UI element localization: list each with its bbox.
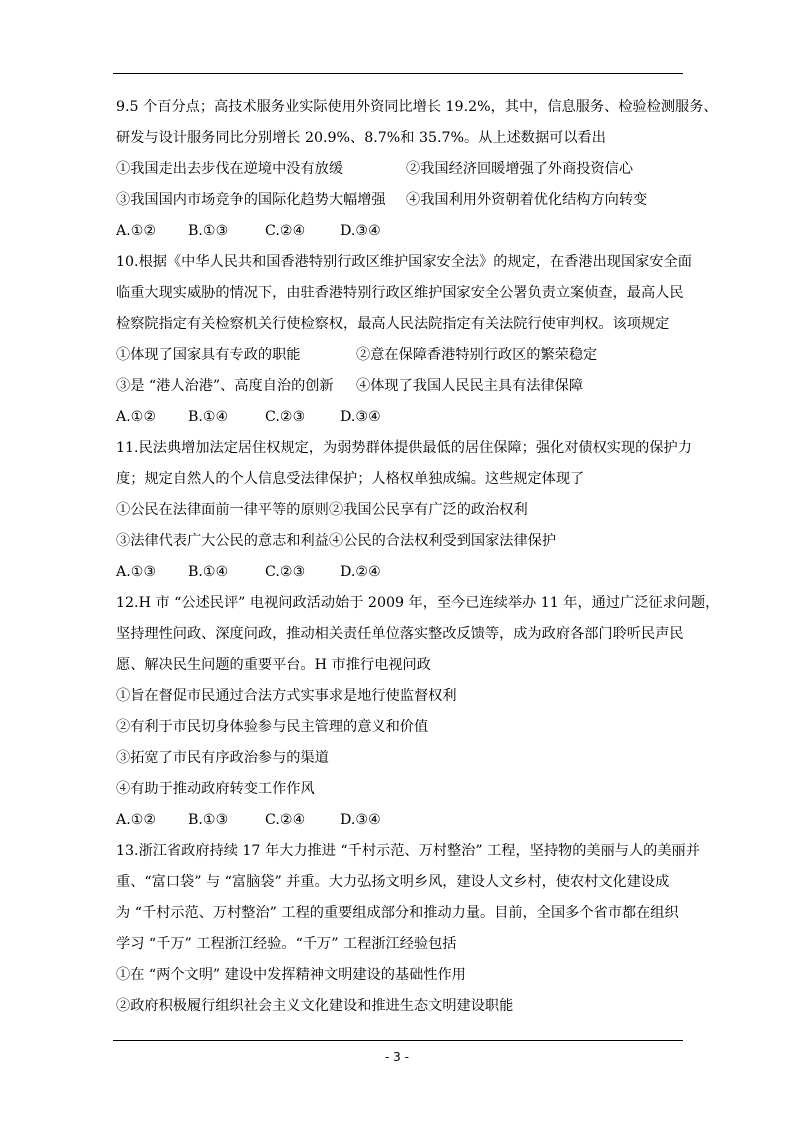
statement-item: ①体现了国家具有专政的职能 bbox=[116, 347, 301, 363]
text-line: 临重大现实威胁的情况下，由驻香港特别行政区维护国家安全公署负责立案侦查，最高人民 bbox=[116, 285, 684, 301]
answer-option: A.①② bbox=[116, 223, 157, 239]
answer-option: A.①③ bbox=[116, 564, 157, 580]
statement-row bbox=[116, 154, 686, 185]
statement-item: ③我国国内市场竞争的国际化趋势大幅增强 bbox=[116, 192, 386, 208]
text-line: 学习 “千万” 工程浙江经验。“千万” 工程浙江经验包括 bbox=[116, 936, 457, 952]
answer-option: C.②④ bbox=[265, 812, 306, 828]
answer-option: D.②④ bbox=[340, 564, 381, 580]
text-line: ④有助于推动政府转变工作作风 bbox=[116, 781, 315, 797]
answer-option: D.③④ bbox=[340, 812, 381, 828]
answer-options bbox=[116, 557, 686, 588]
text-line: ③拓宽了市民有序政治参与的渠道 bbox=[116, 750, 329, 766]
text-line: ①在 “两个文明” 建设中发挥精神文明建设的基础性作用 bbox=[116, 967, 466, 983]
text-line: 9.5 个百分点；高技术服务业实际使用外资同比增长 19.2%，其中，信息服务、检验检测服务、 bbox=[116, 99, 718, 115]
text-line: ①旨在督促市民通过合法方式实事求是地行使监督权利 bbox=[116, 688, 457, 704]
text-line: 愿、解决民生问题的重要平台。H 市推行电视问政 bbox=[116, 657, 431, 673]
statement-item: ④公民的合法权利受到国家法律保护 bbox=[329, 533, 557, 549]
text-line: 坚持理性问政、深度问政，推动相关责任单位落实整改反馈等，成为政府各部门聆听民声民 bbox=[116, 626, 684, 642]
answer-option: D.③④ bbox=[340, 223, 381, 239]
text-line: 检察院指定有关检察机关行使检察权，最高人民法院指定有关法院行使审判权。该项规定 bbox=[116, 316, 670, 332]
text-line: 重、“富口袋” 与 “富脑袋” 并重。大力弘扬文明乡风，建设人文乡村，使农村文化建设成 bbox=[116, 874, 670, 890]
statement-row bbox=[116, 185, 686, 216]
statement-item: ②我国经济回暖增强了外商投资信心 bbox=[406, 161, 634, 177]
statement-item: ②我国公民享有广泛的政治权利 bbox=[329, 502, 528, 518]
text-line: 10.根据《中华人民共和国香港特别行政区维护国家安全法》的规定，在香港出现国家安全面 bbox=[116, 254, 692, 270]
page-number: - 3 - bbox=[385, 1050, 409, 1064]
statement-row bbox=[116, 495, 686, 526]
answer-option: C.②④ bbox=[265, 223, 306, 239]
statement-item: ④体现了我国人民民主具有法律保障 bbox=[356, 378, 584, 394]
footer-rule bbox=[113, 1040, 683, 1041]
answer-option: B.①③ bbox=[188, 223, 229, 239]
text-line: 度；规定自然人的个人信息受法律保护；人格权单独成编。这些规定体现了 bbox=[116, 471, 585, 487]
answer-option: C.②③ bbox=[265, 564, 306, 580]
answer-option: C.②③ bbox=[265, 409, 306, 425]
statement-item: ③法律代表广大公民的意志和利益 bbox=[116, 533, 329, 549]
text-line: 13.浙江省政府持续 17 年大力推进 “千村示范、万村整治” 工程，坚持物的美丽与人的美丽并 bbox=[116, 843, 700, 859]
header-rule bbox=[113, 73, 683, 74]
text-line: ②政府积极履行组织社会主义文化建设和推进生态文明建设职能 bbox=[116, 998, 514, 1014]
answer-options bbox=[116, 805, 686, 836]
answer-option: B.①③ bbox=[188, 812, 229, 828]
statement-item: ④我国利用外资朝着优化结构方向转变 bbox=[406, 192, 648, 208]
answer-option: B.①④ bbox=[188, 409, 229, 425]
answer-option: D.③④ bbox=[340, 409, 381, 425]
statement-row bbox=[116, 340, 686, 371]
answer-option: B.①④ bbox=[188, 564, 229, 580]
statement-item: ①公民在法律面前一律平等的原则 bbox=[116, 502, 329, 518]
statement-item: ②意在保障香港特别行政区的繁荣稳定 bbox=[356, 347, 598, 363]
answer-options bbox=[116, 216, 686, 247]
page-content bbox=[116, 92, 720, 1022]
text-line: 11.民法典增加法定居住权规定，为弱势群体提供最低的居住保障；强化对债权实现的保护力 bbox=[116, 440, 692, 456]
text-line: 研发与设计服务同比分别增长 20.9%、8.7%和 35.7%。从上述数据可以看出 bbox=[116, 130, 606, 146]
text-line: ②有利于市民切身体验参与民主管理的意义和价值 bbox=[116, 719, 429, 735]
statement-item: ①我国走出去步伐在逆境中没有放缓 bbox=[116, 161, 344, 177]
answer-option: A.①② bbox=[116, 812, 157, 828]
answer-option: A.①② bbox=[116, 409, 157, 425]
answer-options bbox=[116, 402, 686, 433]
statement-item: ③是 “港人治港”、高度自治的创新 bbox=[116, 378, 334, 394]
text-line: 12.H 市 “公述民评” 电视问政活动始于 2009 年，至今已连续举办 11 年，通过广泛征求问题， bbox=[116, 595, 720, 611]
text-line: 为 “千村示范、万村整治” 工程的重要组成部分和推动力量。目前，全国多个省市都在组织 bbox=[116, 905, 679, 921]
statement-row bbox=[116, 526, 686, 557]
statement-row bbox=[116, 371, 686, 402]
